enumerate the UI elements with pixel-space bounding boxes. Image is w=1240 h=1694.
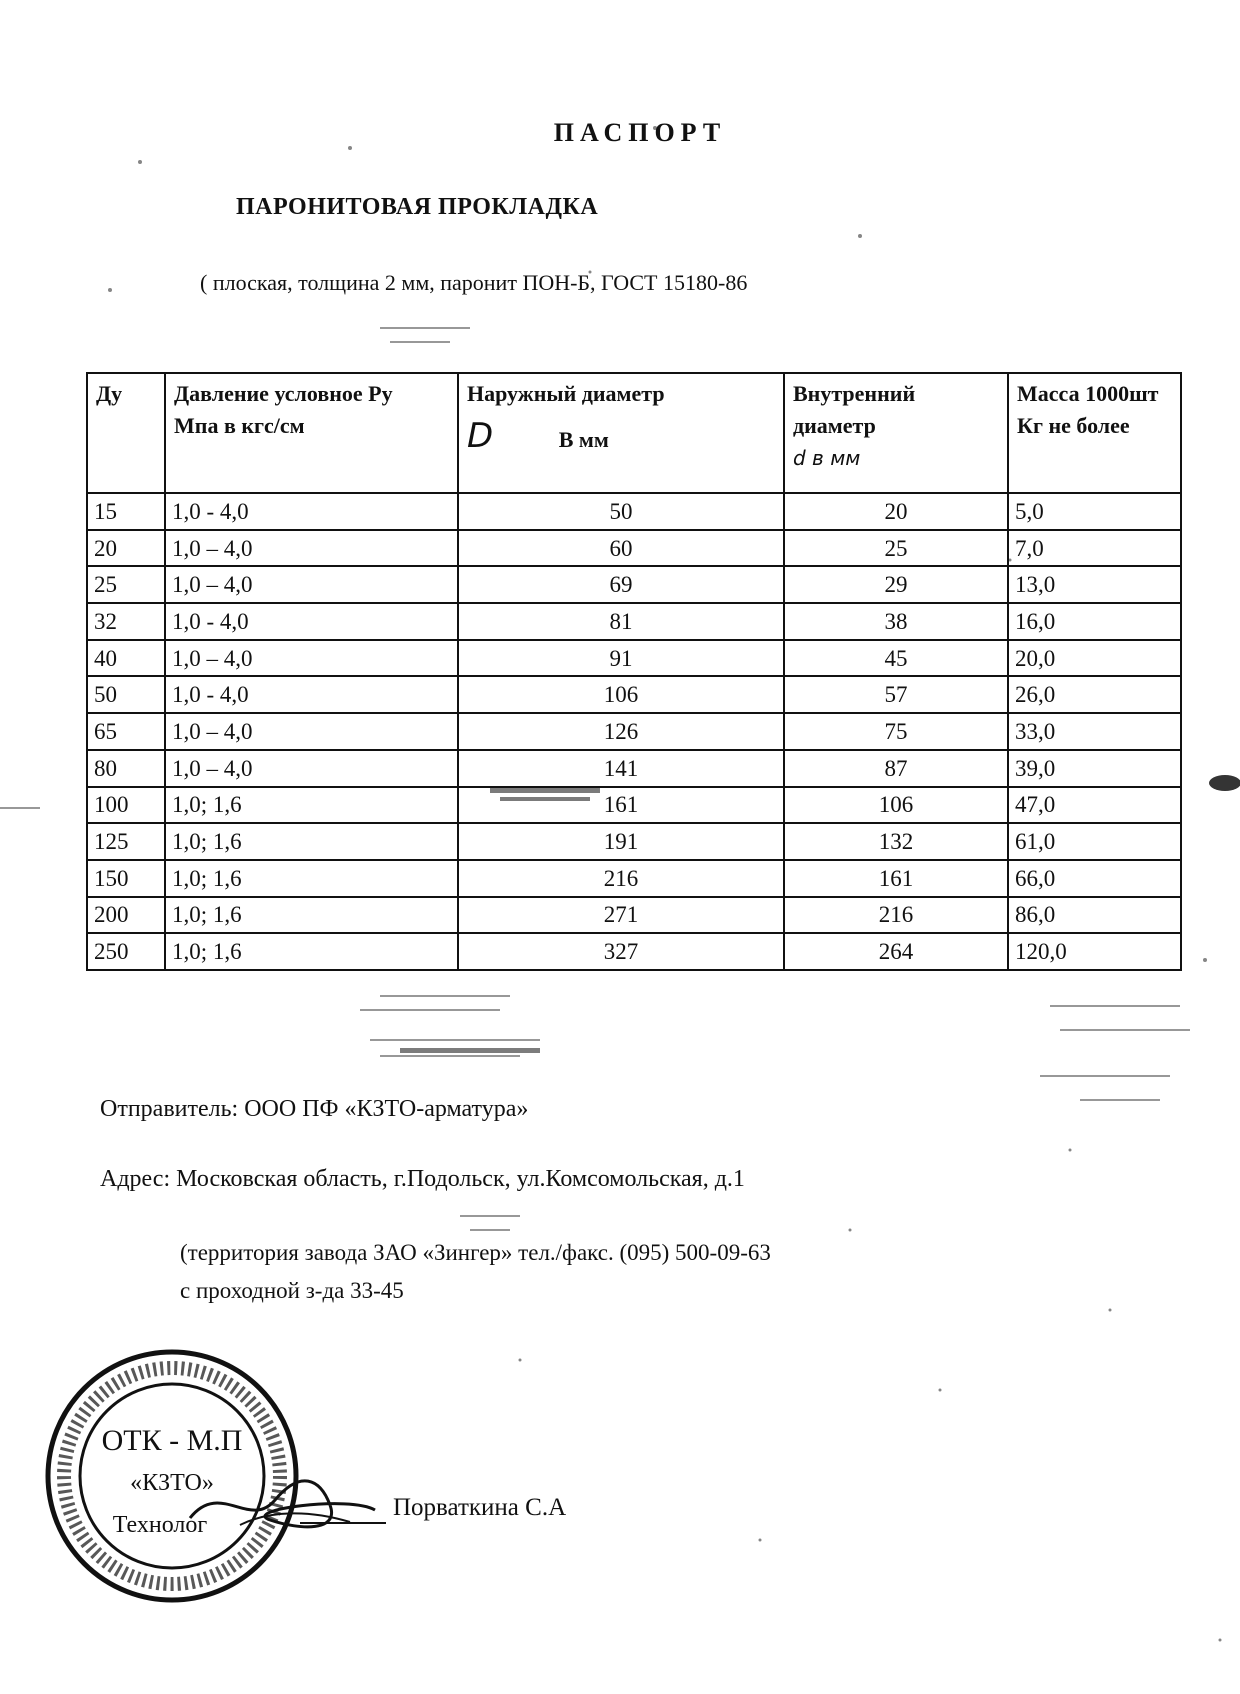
cell-inner: 38 xyxy=(784,603,1008,640)
header-pressure xyxy=(165,373,458,493)
cell-outer: 91 xyxy=(458,640,784,677)
cell-pressure: 1,0 – 4,0 xyxy=(165,530,458,567)
cell-mass: 39,0 xyxy=(1008,750,1181,787)
header-outer-line1: Наружный диаметр xyxy=(467,381,665,406)
cell-outer: 81 xyxy=(458,603,784,640)
table-row xyxy=(87,493,1181,530)
sender-line: Отправитель: ООО ПФ «КЗТО-арматура» xyxy=(100,1096,529,1122)
cell-inner: 25 xyxy=(784,530,1008,567)
cell-mass: 16,0 xyxy=(1008,603,1181,640)
cell-outer: 60 xyxy=(458,530,784,567)
cell-outer: 191 xyxy=(458,823,784,860)
stamp-center-line2: «КЗТО» xyxy=(130,1470,214,1496)
cell-outer: 161 xyxy=(458,787,784,824)
cell-mass: 66,0 xyxy=(1008,860,1181,897)
table-row xyxy=(87,787,1181,824)
cell-pressure: 1,0 - 4,0 xyxy=(165,676,458,713)
cell-outer: 126 xyxy=(458,713,784,750)
table-row xyxy=(87,603,1181,640)
cell-mass: 7,0 xyxy=(1008,530,1181,567)
table-row xyxy=(87,530,1181,567)
cell-pressure: 1,0; 1,6 xyxy=(165,897,458,934)
cell-inner: 264 xyxy=(784,933,1008,970)
header-inner-note: d в мм xyxy=(793,445,861,470)
cell-outer: 106 xyxy=(458,676,784,713)
gasket-spec-table xyxy=(86,372,1182,971)
table-row xyxy=(87,713,1181,750)
signer-name: Порваткина С.А xyxy=(393,1494,567,1521)
table-row xyxy=(87,676,1181,713)
cell-du: 80 xyxy=(87,750,165,787)
cell-mass: 26,0 xyxy=(1008,676,1181,713)
cell-du: 150 xyxy=(87,860,165,897)
document-title: ПАСПОРТ xyxy=(553,118,727,147)
header-inner-line1: Внутренний xyxy=(793,381,916,406)
signature xyxy=(180,1470,380,1540)
signature-line xyxy=(300,1522,386,1524)
territory-line: (территория завода ЗАО «Зингер» тел./факс. (095) 500-09-63 xyxy=(180,1240,771,1265)
cell-inner: 132 xyxy=(784,823,1008,860)
cell-du: 100 xyxy=(87,787,165,824)
cell-du: 200 xyxy=(87,897,165,934)
address-line: Адрес: Московская область, г.Подольск, ул.Комсомольская, д.1 xyxy=(100,1166,745,1192)
cell-mass: 13,0 xyxy=(1008,566,1181,603)
stamp-role: Технолог xyxy=(112,1512,208,1538)
header-du: Ду xyxy=(87,373,165,493)
cell-inner: 216 xyxy=(784,897,1008,934)
cell-outer: 69 xyxy=(458,566,784,603)
header-pressure-line1: Давление условное Ру xyxy=(174,381,393,406)
table-row xyxy=(87,933,1181,970)
table-row xyxy=(87,640,1181,677)
cell-du: 125 xyxy=(87,823,165,860)
header-outer-symbol: D xyxy=(467,415,494,456)
cell-inner: 57 xyxy=(784,676,1008,713)
header-mass-line2: Кг не более xyxy=(1017,412,1130,438)
cell-inner: 29 xyxy=(784,566,1008,603)
stamp-center-line1: ОТК - М.П xyxy=(101,1424,243,1457)
cell-outer: 271 xyxy=(458,897,784,934)
header-inner-line2: диаметр xyxy=(793,412,876,438)
header-mass-line1: Масса 1000шт xyxy=(1017,381,1159,406)
table-header-row xyxy=(87,373,1181,493)
cell-pressure: 1,0; 1,6 xyxy=(165,860,458,897)
cell-pressure: 1,0; 1,6 xyxy=(165,823,458,860)
cell-du: 32 xyxy=(87,603,165,640)
cell-mass: 120,0 xyxy=(1008,933,1181,970)
cell-pressure: 1,0; 1,6 xyxy=(165,933,458,970)
cell-pressure: 1,0 – 4,0 xyxy=(165,566,458,603)
cell-du: 250 xyxy=(87,933,165,970)
cell-outer: 50 xyxy=(458,493,784,530)
table-row xyxy=(87,823,1181,860)
cell-du: 20 xyxy=(87,530,165,567)
cell-mass: 61,0 xyxy=(1008,823,1181,860)
cell-pressure: 1,0 - 4,0 xyxy=(165,493,458,530)
cell-pressure: 1,0 - 4,0 xyxy=(165,603,458,640)
cell-mass: 47,0 xyxy=(1008,787,1181,824)
table-row xyxy=(87,566,1181,603)
cell-mass: 33,0 xyxy=(1008,713,1181,750)
header-outer-unit: В мм xyxy=(558,426,609,452)
header-pressure-line2: Мпа в кгс/см xyxy=(174,412,305,438)
cell-pressure: 1,0 – 4,0 xyxy=(165,640,458,677)
cell-inner: 106 xyxy=(784,787,1008,824)
cell-mass: 86,0 xyxy=(1008,897,1181,934)
product-name: ПАРОНИТОВАЯ ПРОКЛАДКА xyxy=(236,194,599,220)
header-mass xyxy=(1008,373,1181,493)
cell-inner: 75 xyxy=(784,713,1008,750)
cell-du: 50 xyxy=(87,676,165,713)
cell-inner: 20 xyxy=(784,493,1008,530)
cell-outer: 141 xyxy=(458,750,784,787)
header-outer-diameter xyxy=(458,373,784,493)
table-row xyxy=(87,750,1181,787)
cell-inner: 161 xyxy=(784,860,1008,897)
cell-pressure: 1,0 – 4,0 xyxy=(165,713,458,750)
cell-outer: 216 xyxy=(458,860,784,897)
cell-mass: 20,0 xyxy=(1008,640,1181,677)
cell-pressure: 1,0 – 4,0 xyxy=(165,750,458,787)
cell-du: 65 xyxy=(87,713,165,750)
cell-inner: 45 xyxy=(784,640,1008,677)
checkpoint-line: с проходной з-да 33-45 xyxy=(180,1278,404,1303)
cell-outer: 327 xyxy=(458,933,784,970)
table-row xyxy=(87,860,1181,897)
header-inner-diameter xyxy=(784,373,1008,493)
cell-du: 15 xyxy=(87,493,165,530)
cell-du: 25 xyxy=(87,566,165,603)
cell-mass: 5,0 xyxy=(1008,493,1181,530)
cell-inner: 87 xyxy=(784,750,1008,787)
product-spec: ( плоская, толщина 2 мм, паронит ПОН-Б, ГОСТ 15180-86 xyxy=(200,270,748,295)
cell-pressure: 1,0; 1,6 xyxy=(165,787,458,824)
table-row xyxy=(87,897,1181,934)
cell-du: 40 xyxy=(87,640,165,677)
